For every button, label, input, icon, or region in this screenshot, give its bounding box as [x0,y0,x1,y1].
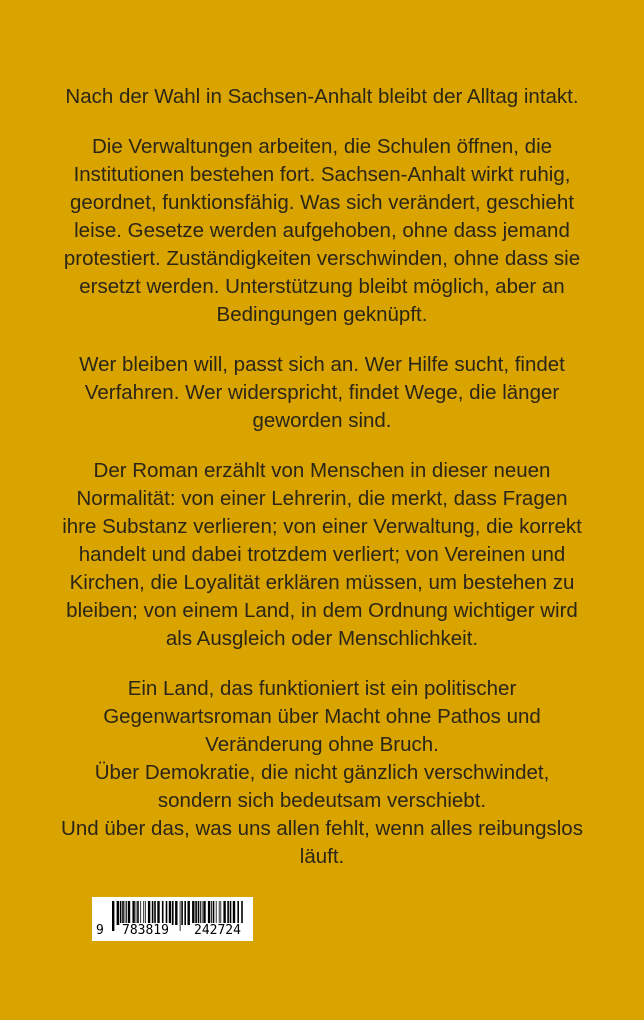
paragraph [0,351,644,435]
text-line: Wer bleiben will, passt sich an. Wer Hilfe sucht, findet [79,353,565,376]
barcode-bar [208,901,210,925]
back-cover-blurb [0,83,644,893]
barcode-bar [172,901,174,925]
barcode-bar [237,901,239,925]
barcode-bar [188,901,190,925]
barcode-bar [166,901,168,925]
text-line: läuft. [299,845,345,868]
paragraph [0,83,644,111]
barcode-bar [184,901,186,925]
paragraph [0,675,644,871]
barcode-bar [230,901,232,925]
barcode-bar [216,901,217,925]
text-line: leise. Gesetze werden aufgehoben, ohne dass jemand [74,219,570,242]
barcode-bar [200,901,201,925]
text-line: Gegenwartsroman über Macht ohne Pathos und [103,705,541,728]
text-line: sondern sich bedeutsam verschiebt. [157,789,487,812]
barcode-digits-right: 242724 [194,923,241,938]
text-line: Die Verwaltungen arbeiten, die Schulen öffnen, die [91,135,553,158]
barcode-bar [192,901,194,925]
barcode-digit-prefix: 9 [96,923,104,938]
paragraph [0,133,644,329]
barcode-bar [152,901,154,925]
barcode-bar [120,901,122,925]
paragraph [0,457,644,653]
text-line: Kirchen, die Loyalität erklären müssen, um bestehen zu [69,571,575,594]
text-line: handelt und dabei trotzdem verliert; von Vereinen und [78,543,566,566]
text-line: geworden sind. [252,409,392,432]
barcode-bar [117,901,119,925]
barcode-bar [213,901,215,925]
text-line: als Ausgleich oder Menschlichkeit. [165,627,479,650]
text-line: bleiben; von einem Land, in dem Ordnung wichtiger wird [66,599,578,622]
text-line: ersetzt werden. Unterstützung bleibt möglich, aber an [79,275,565,298]
barcode-bar [148,901,150,925]
text-line: Bedingungen geknüpft. [216,303,428,326]
barcode-bar [137,901,139,925]
barcode-bar [126,901,127,925]
barcode-bar [181,901,183,925]
barcode-bar [202,901,203,925]
text-line: Der Roman erzählt von Menschen in dieser neuen [93,459,551,482]
isbn-barcode [92,897,253,941]
barcode-bar [169,901,171,925]
barcode-bar [211,901,212,925]
text-line: Über Demokratie, die nicht gänzlich verschwindet, [94,761,550,784]
barcode-bar [220,901,221,925]
text-line: protestiert. Zuständigkeiten verschwinden, ohne dass sie [63,247,581,270]
text-line: Nach der Wahl in Sachsen-Anhalt bleibt der Alltag intakt. [65,85,579,108]
text-line: Ein Land, das funktioniert ist ein politischer [127,677,517,700]
text-line: ihre Substanz verlieren; von einer Verwaltung, die korrekt [62,515,582,538]
barcode-bar [143,901,144,925]
barcode-bar [162,901,164,925]
barcode-bar [132,901,134,925]
barcode-bar [136,901,137,925]
barcode-bar [175,901,177,925]
text-line: Verfahren. Wer widerspricht, findet Wege, die länger [84,381,560,404]
text-line: Veränderung ohne Bruch. [205,733,439,756]
barcode-bar [219,901,220,925]
text-line: Normalität: von einer Lehrerin, die merkt, dass Fragen [76,487,568,510]
barcode-bar [195,901,197,925]
barcode-bar [145,901,146,925]
barcode-bar [122,901,124,925]
barcode-bar [198,901,200,925]
barcode-bar [140,901,141,925]
barcode-bar [227,901,229,925]
barcode-bar [223,901,225,925]
text-line: Und über das, was uns allen fehlt, wenn alles reibungslos [61,817,583,840]
barcode-bar [125,901,126,925]
barcode-bar [154,901,156,925]
text-line: Institutionen bestehen fort. Sachsen-Anhalt wirkt ruhig, [73,163,571,186]
barcode-bar [233,901,235,925]
barcode-bar [157,901,159,925]
barcode-digits-left: 783819 [122,923,169,938]
barcode-bar [203,901,205,925]
text-line: geordnet, funktionsfähig. Was sich verändert, geschieht [69,191,575,214]
barcode-bar [128,901,130,925]
